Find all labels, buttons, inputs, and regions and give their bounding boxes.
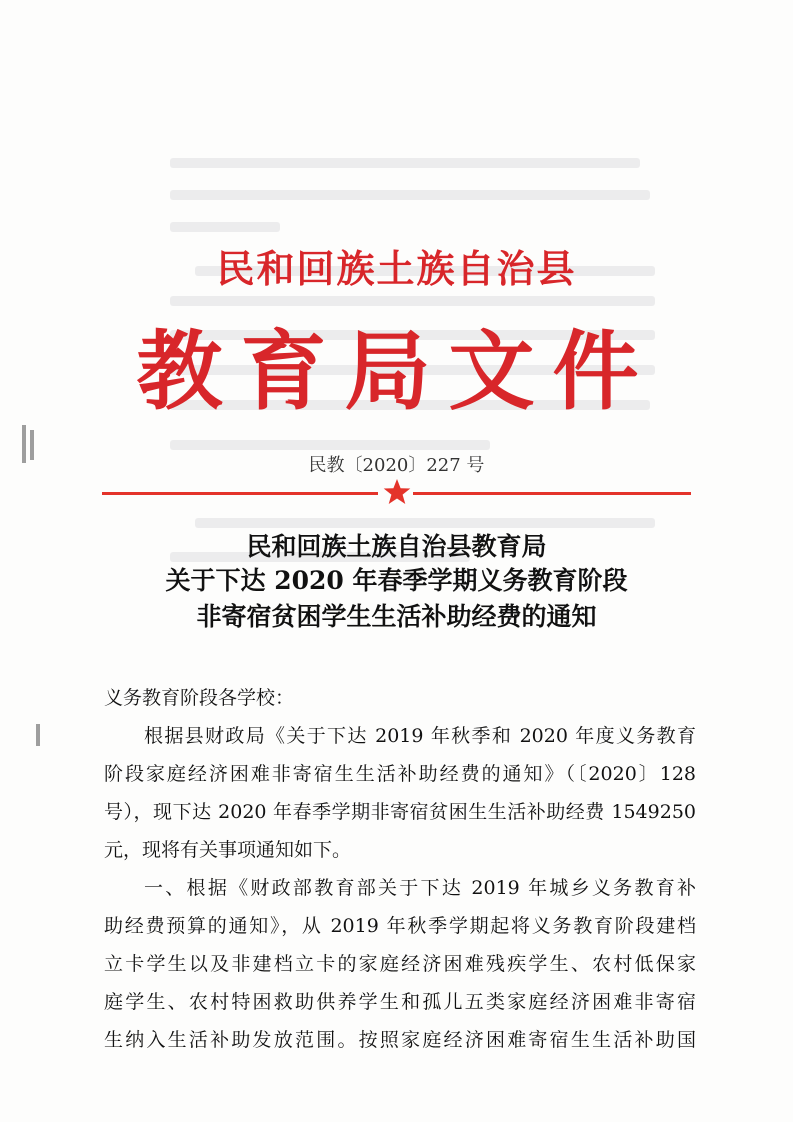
- notice-title-line: 关于下达 2020 年春季学期义务教育阶段: [165, 566, 628, 595]
- issuing-organization: 民和回族土族自治县: [216, 247, 577, 291]
- paragraph-line: 号），现下达 2020 年春季学期非寄宿贫困生生活补助经费 1549250: [104, 801, 696, 823]
- paragraph-line: 立卡学生以及非建档立卡的家庭经济困难残疾学生、农村低保家: [104, 953, 696, 975]
- salutation: 义务教育阶段各学校：: [104, 687, 295, 709]
- show-through-line: [170, 190, 650, 200]
- show-through-line: [170, 222, 280, 232]
- show-through-line: [170, 440, 490, 450]
- document-number: 民教〔2020〕227 号: [308, 455, 485, 476]
- paragraph-line: 一、根据《财政部教育部关于下达 2019 年城乡义务教育补: [144, 877, 696, 899]
- paragraph-line: 阶段家庭经济困难非寄宿生生活补助经费的通知》（〔2020〕128: [104, 763, 696, 785]
- star-icon: [383, 478, 411, 506]
- paragraph-line: 助经费预算的通知》，从 2019 年秋季学期起将义务教育阶段建档: [104, 915, 696, 937]
- notice-title-line: 非寄宿贫困学生生活补助经费的通知: [196, 602, 597, 631]
- paragraph-line: 根据县财政局《关于下达 2019 年秋季和 2020 年度义务教育: [144, 725, 696, 747]
- paragraph-line: 生纳入生活补助发放范围。按照家庭经济困难寄宿生生活补助国: [104, 1029, 696, 1051]
- document-header-title: 教育局文件: [136, 322, 657, 422]
- paragraph-line: 庭学生、农村特困救助供养学生和孤儿五类家庭经济困难非寄宿: [104, 991, 696, 1013]
- red-divider-right: [413, 492, 691, 495]
- red-divider-left: [102, 492, 378, 495]
- show-through-line: [170, 158, 640, 168]
- notice-title-line: 民和回族土族自治县教育局: [246, 532, 547, 561]
- binding-mark: [36, 724, 40, 746]
- paragraph-line: 元，现将有关事项通知如下。: [104, 839, 352, 861]
